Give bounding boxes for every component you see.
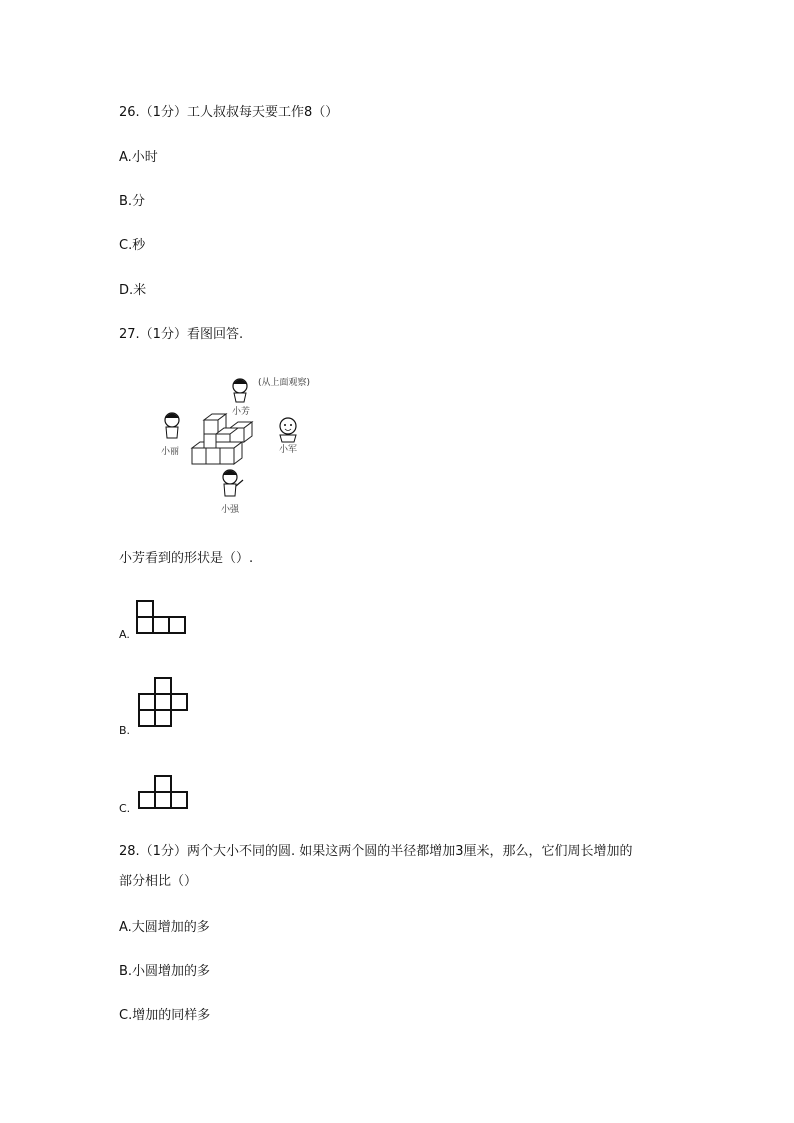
figure-note: (从上面观察): [258, 378, 311, 388]
q27-option-c-label[interactable]: C.: [119, 802, 131, 815]
q27-option-b-label[interactable]: B.: [119, 724, 131, 737]
q26-option-b[interactable]: B.分: [119, 194, 146, 209]
q27-stem: 27.（1分）看图回答.: [119, 327, 244, 342]
q27-option-b-shape[interactable]: [138, 677, 190, 727]
q26-stem: 26.（1分）工人叔叔每天要工作8（）: [119, 105, 339, 120]
q28-option-a[interactable]: A.大圆增加的多: [119, 920, 210, 935]
q27-option-a-label[interactable]: A.: [119, 628, 130, 641]
label-left: 小丽: [161, 447, 180, 457]
q28-stem-line1: 28.（1分）两个大小不同的圆. 如果这两个圆的半径都增加3厘米，那么，它们周长增加的: [119, 844, 633, 859]
q26-option-c[interactable]: C.秒: [119, 238, 146, 253]
q27-option-c-shape[interactable]: [138, 775, 190, 809]
cube-stack: [192, 414, 252, 464]
q26-option-a[interactable]: A.小时: [119, 150, 158, 165]
q26-option-d[interactable]: D.米: [119, 283, 147, 298]
child-bottom-icon: [223, 470, 243, 496]
child-top-icon: [233, 379, 247, 402]
q28-option-c[interactable]: C.增加的同样多: [119, 1008, 211, 1023]
child-right-icon: [280, 418, 296, 442]
label-right: 小军: [279, 445, 298, 455]
label-top: 小芳: [232, 407, 251, 417]
q27-sub-question: 小芳看到的形状是（）.: [119, 551, 254, 566]
q28-option-b[interactable]: B.小圆增加的多: [119, 964, 211, 979]
q28-stem-line2: 部分相比（）: [119, 874, 198, 889]
q27-option-a-shape[interactable]: [136, 600, 186, 634]
q27-cube-figure: [150, 372, 350, 522]
label-bottom: 小强: [221, 505, 240, 515]
child-left-icon: [165, 413, 179, 438]
